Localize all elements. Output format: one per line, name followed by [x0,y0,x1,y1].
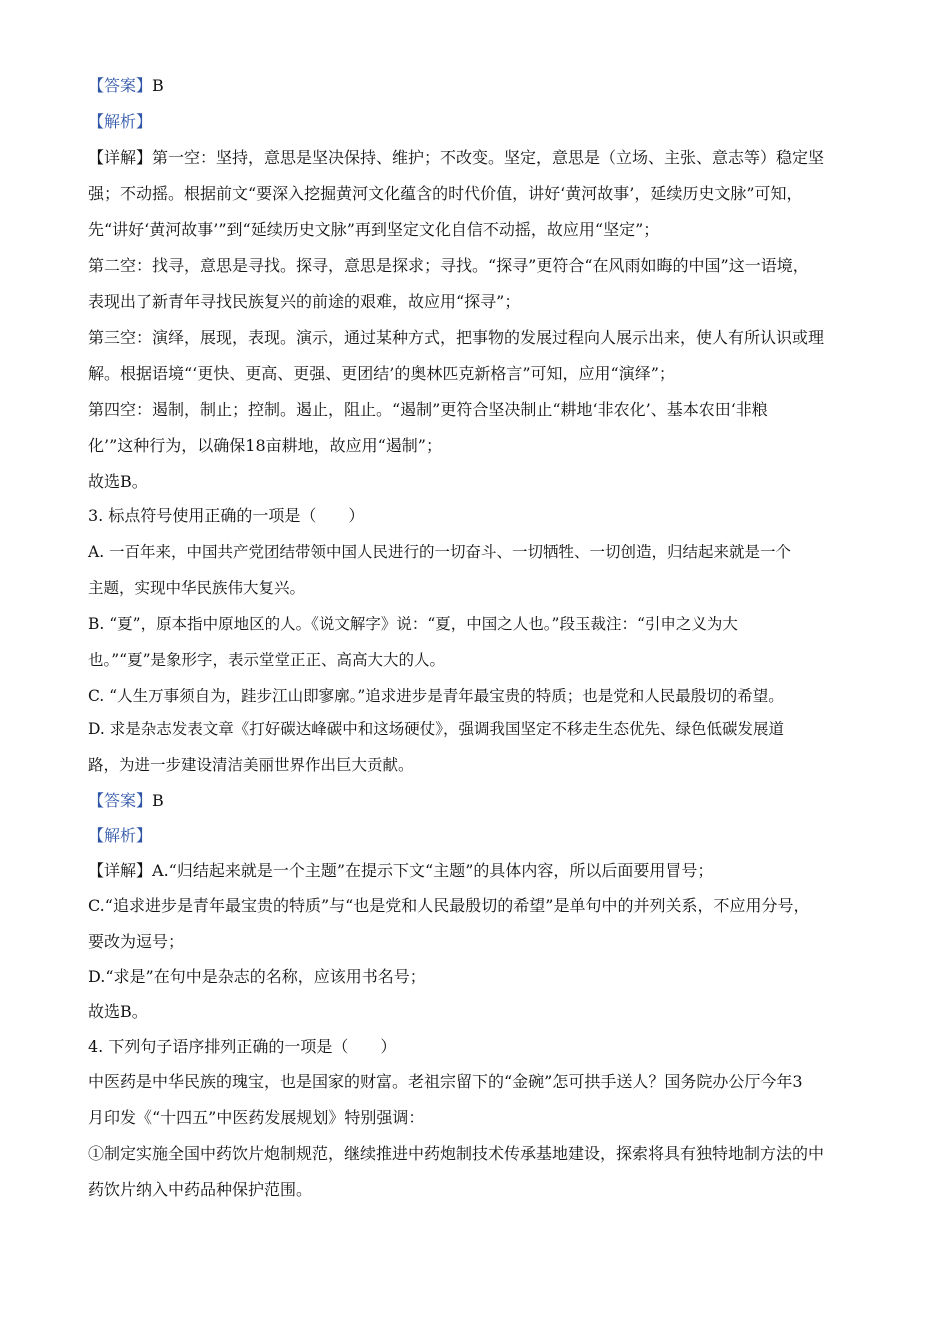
detail-line: 先“讲好‘黄河故事’”到“延续历史文脉”再到坚定文化自信不动摇，故应用“坚定”； [88,220,660,239]
passage-line: 月印发《“十四五”中医药发展规划》特别强调： [88,1108,425,1127]
detail-line: 故选B。 [88,1002,148,1021]
question-stem: 3. 标点符号使用正确的一项是（ ） [88,506,365,525]
answer-line-1 [88,75,164,97]
detail-line [88,147,824,169]
detail-line: 表现出了新青年寻找民族复兴的前途的艰难，故应用“探寻”； [88,292,521,311]
detail-line: 强；不动摇。根据前文“要深入挖掘黄河文化蕴含的时代价值，讲好‘黄河故事’，延续历史文脉”可知， [88,184,803,203]
question-stem: 4. 下列句子语序排列正确的一项是（ ） [88,1037,397,1056]
passage-line: ①制定实施全国中药饮片炮制规范，继续推进中药炮制技术传承基地建设，探索将具有独特地制方法的中 [88,1144,825,1163]
answer-label: 【答案】 [88,791,153,810]
answer-label: 【答案】 [88,76,153,95]
option-c: C. “人生万事须自为，跬步江山即寥廓。”追求进步是青年最宝贵的特质；也是党和人民最殷切的希望。 [88,687,784,705]
detail-line: 第三空：演绎，展现，表现。演示，通过某种方式，把事物的发展过程向人展示出来，使人有所认识或理 [88,328,825,347]
detail-line: 第四空：遏制，制止；控制。遏止，阻止。“遏制”更符合坚决制止“耕地‘非农化’、基本农田‘非粮 [88,400,768,419]
answer-value: B [152,791,164,810]
detail-line: 要改为逗号； [88,932,185,951]
answer-line-2 [88,790,164,812]
detail-line: D.“求是”在句中是杂志的名称，应该用书名号； [88,967,426,986]
detail-line: 化’”这种行为，以确保18亩耕地，故应用“遏制”； [88,436,442,455]
detail-label: 【详解】 [88,861,153,880]
analysis-label: 【解析】 [88,826,153,845]
option-d: D. 求是杂志发表文章《打好碳达峰碳中和这场硬仗》，强调我国坚定不移走生态优先、绿色低碳发展道 [88,720,784,738]
option-a-cont: 主题，实现中华民族伟大复兴。 [88,579,306,597]
option-b-cont: 也。”“夏”是象形字，表示堂堂正正、高高大大的人。 [88,651,446,669]
detail-text: 第一空：坚持，意思是坚决保持、维护；不改变。坚定，意思是（立场、主张、意志等）稳定坚 [152,148,825,167]
detail-line: 解。根据语境“‘更快、更高、更强、更团结’的奥林匹克新格言”可知，应用“演绎”； [88,364,675,383]
detail-line: 故选B。 [88,472,148,491]
analysis-label: 【解析】 [88,112,153,131]
option-b: B. “夏”，原本指中原地区的人。《说文解字》说：“夏，中国之人也。”段玉裁注：“引申之义为大 [88,615,738,633]
detail-line [88,860,713,882]
option-d-cont: 路，为进一步建设清洁美丽世界作出巨大贡献。 [88,756,414,774]
detail-line: C.“追求进步是青年最宝贵的特质”与“也是党和人民最殷切的希望”是单句中的并列关系，不应用分号， [88,896,810,915]
option-a: A. 一百年来，中国共产党团结带领中国人民进行的一切奋斗、一切牺牲、一切创造，归结起来就是一个 [88,543,792,561]
passage-line: 药饮片纳入中药品种保护范围。 [88,1180,313,1199]
detail-line: 第二空：找寻，意思是寻找。探寻，意思是探求；寻找。“探寻”更符合“在风雨如晦的中国”这一语境， [88,256,809,275]
detail-text: A.“归结起来就是一个主题”在提示下文“主题”的具体内容，所以后面要用冒号； [152,861,714,880]
passage-line: 中医药是中华民族的瑰宝，也是国家的财富。老祖宗留下的“金碗”怎可拱手送人？国务院办公厅今年3 [88,1072,803,1091]
detail-label: 【详解】 [88,148,153,167]
answer-value: B [152,76,164,95]
